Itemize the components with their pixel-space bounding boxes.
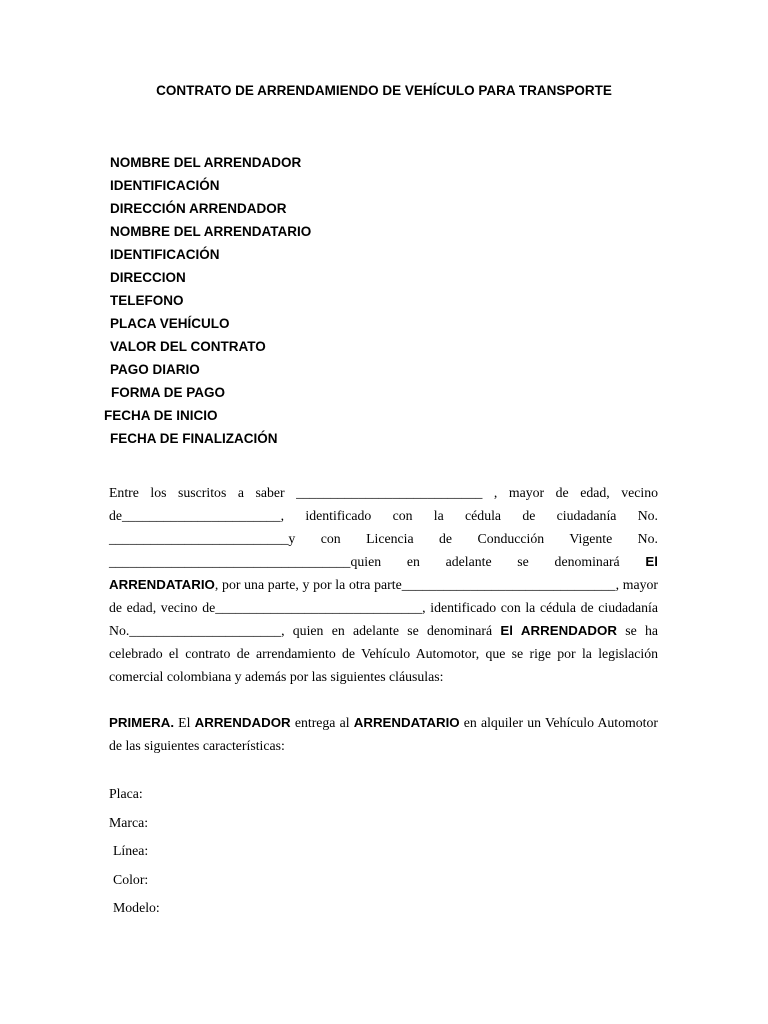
field-phone: TELEFONO bbox=[110, 293, 184, 308]
field-start-date: FECHA DE INICIO bbox=[104, 408, 218, 423]
spec-color: Color: bbox=[113, 871, 149, 887]
arrendatario-term: El ARRENDATARIO bbox=[109, 554, 658, 592]
clause-text-1: El bbox=[174, 715, 195, 730]
field-arrendador-address: DIRECCIÓN ARRENDADOR bbox=[110, 201, 287, 216]
field-arrendador-id: IDENTIFICACIÓN bbox=[110, 178, 220, 193]
spec-line: Línea: bbox=[113, 843, 149, 858]
clause-arrendatario-term: ARRENDATARIO bbox=[353, 715, 460, 730]
parties-text-2: , por una parte, y por la otra parte_______________________________, mayor de edad, vecino de______________________________, identificado con la cédula de ciudadanía No.______________________, quien en adelante se denominará bbox=[109, 577, 658, 638]
vehicle-specs-list bbox=[109, 780, 160, 923]
clause-primera-label: PRIMERA. bbox=[109, 715, 175, 730]
arrendador-term: El ARRENDADOR bbox=[500, 623, 617, 638]
clause-text-3: en alquiler un Vehículo Automotor de las siguientes características: bbox=[109, 715, 658, 753]
parties-paragraph bbox=[109, 481, 658, 688]
spec-plate: Placa: bbox=[109, 786, 143, 801]
document-title: CONTRATO DE ARRENDAMIENDO DE VEHÍCULO PARA TRANSPORTE bbox=[156, 83, 612, 98]
field-vehicle-plate: PLACA VEHÍCULO bbox=[110, 316, 230, 331]
clause-primera bbox=[109, 711, 658, 757]
field-address: DIRECCION bbox=[110, 270, 186, 285]
field-arrendatario-id: IDENTIFICACIÓN bbox=[110, 247, 220, 262]
contract-fields-list bbox=[0, 151, 768, 450]
field-arrendador-name: NOMBRE DEL ARRENDADOR bbox=[110, 155, 302, 170]
field-daily-payment: PAGO DIARIO bbox=[110, 362, 200, 377]
field-end-date: FECHA DE FINALIZACIÓN bbox=[110, 431, 278, 446]
parties-text-3: se ha celebrado el contrato de arrendamiento de Vehículo Automotor, que se rige por la legislación comercial colombiana y además por las siguientes cláusulas: bbox=[109, 623, 658, 684]
field-arrendatario-name: NOMBRE DEL ARRENDATARIO bbox=[110, 224, 312, 239]
spec-brand: Marca: bbox=[109, 814, 149, 830]
field-contract-value: VALOR DEL CONTRATO bbox=[110, 339, 266, 354]
spec-model: Modelo: bbox=[113, 900, 160, 915]
parties-text-1: Entre los suscritos a saber ___________________________ , mayor de edad, vecino de_______________________, identificado con la cédula de ciudadanía No. __________________________y con Licencia de Conducción Vigente No. ___________________________________quien en adelante se denominará bbox=[109, 485, 658, 569]
clause-arrendador-term: ARRENDADOR bbox=[194, 715, 291, 730]
field-payment-method: FORMA DE PAGO bbox=[111, 385, 225, 400]
clause-text-2: entrega al bbox=[290, 715, 354, 730]
